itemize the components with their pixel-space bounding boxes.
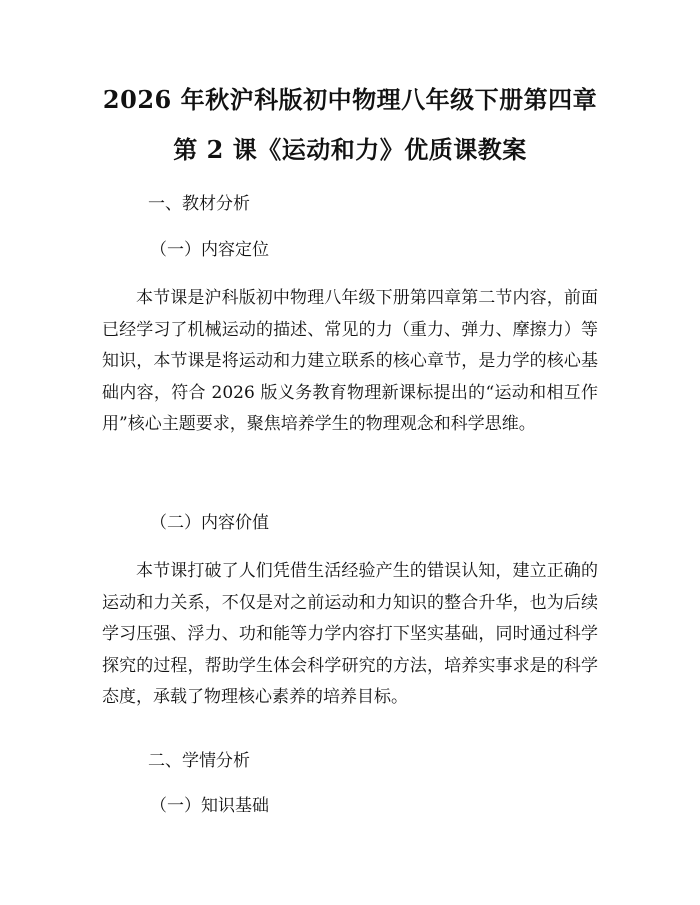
- document-title-line-2: 第 2 课《运动和力》优质课教案: [173, 135, 527, 164]
- subsection-heading-content-positioning: （一）内容定位: [150, 240, 269, 260]
- paragraph-content-value: 本节课打破了人们凭借生活经验产生的错误认知，建立正确的运动和力关系，不仅是对之前运动和力知识的整合升华，也为后续学习压强、浮力、功和能等力学内容打下坚实基础，同时通过科学探究的过程，帮助学生体会科学研究的方法，培养实事求是的科学态度，承载了物理核心素养的培养目标。: [102, 561, 598, 708]
- document-title-line-1: 2026 年秋沪科版初中物理八年级下册第四章: [102, 85, 598, 114]
- section-heading-learner-analysis: 二、学情分析: [148, 751, 250, 771]
- subsection-heading-content-value: （二）内容价值: [150, 513, 269, 533]
- paragraph-content-positioning: 本节课是沪科版初中物理八年级下册第四章第二节内容，前面已经学习了机械运动的描述、常见的力（重力、弹力、摩擦力）等知识，本节课是将运动和力建立联系的核心章节，是力学的核心基础内容，符合 2026 版义务教育物理新课标提出的“运动和相互作用”核心主题要求，聚焦培养学生的物理观念和科学思维。: [102, 288, 598, 435]
- section-heading-textbook-analysis: 一、教材分析: [148, 194, 250, 214]
- subsection-heading-knowledge-basis: （一）知识基础: [150, 796, 269, 816]
